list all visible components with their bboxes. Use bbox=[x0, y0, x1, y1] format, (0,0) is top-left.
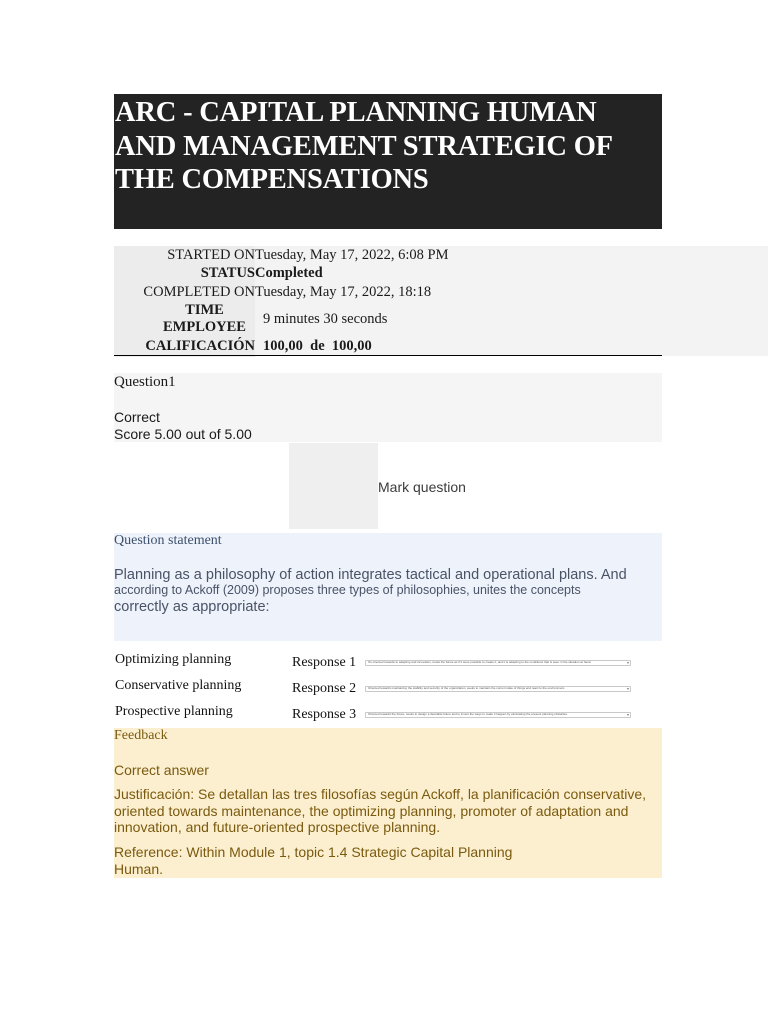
statement-line-2: according to Ackoff (2009) proposes three types of philosophies, unites the concepts bbox=[114, 583, 581, 597]
selected-option: Oriented towards the future, seeks to design a desirable future and to invent the ways to make it happen by eliminating the present planning obstacles. bbox=[368, 712, 568, 716]
summary-row-status bbox=[114, 265, 448, 284]
match-item-label: Conservative planning bbox=[115, 678, 242, 693]
question-score: Score 5.00 out of 5.00 bbox=[114, 426, 252, 442]
grade-label: CALIFICACIÓN bbox=[114, 337, 255, 357]
status-value: Completed bbox=[255, 265, 323, 282]
question-number: Question1 bbox=[114, 374, 176, 390]
selected-option: Oriented towards maintaining the stability and security of the organization, seeks to maintain the current state of things and react to the environment. bbox=[368, 686, 565, 690]
match-row bbox=[114, 652, 662, 676]
page-title: ARC - CAPITAL PLANNING HUMAN AND MANAGEMENT STRATEGIC OF THE COMPENSATIONS bbox=[115, 97, 612, 195]
feedback-justification: Justificación: Se detallan las tres filosofías según Ackoff, la planificación conservative, oriented towards maintenance, the optimizing planning, promoter of adaptation and innovation, and future-oriented prospective planning. bbox=[114, 786, 647, 836]
summary-row-grade bbox=[114, 337, 448, 357]
question-statement bbox=[114, 533, 662, 641]
attempt-summary bbox=[114, 246, 768, 356]
status-label: STATUS bbox=[114, 265, 255, 284]
started-value: Tuesday, May 17, 2022, 6:08 PM bbox=[255, 246, 449, 263]
flag-question-button[interactable] bbox=[289, 443, 378, 529]
summary-row-time bbox=[114, 302, 448, 337]
response-label: Response 3 bbox=[292, 707, 357, 722]
chevron-down-icon: ▾ bbox=[626, 712, 629, 717]
grade-value: 100,00 de 100,00 bbox=[263, 338, 372, 354]
completed-value: Tuesday, May 17, 2022, 18:18 bbox=[255, 283, 432, 300]
chevron-down-icon: ▾ bbox=[626, 686, 629, 691]
completed-label: COMPLETED ON bbox=[114, 283, 255, 302]
started-label: STARTED ON bbox=[114, 246, 255, 265]
chevron-down-icon: ▾ bbox=[626, 660, 629, 665]
summary-row-started bbox=[114, 246, 448, 265]
attempt-summary-table bbox=[114, 246, 448, 357]
match-row bbox=[114, 704, 662, 728]
summary-row-completed bbox=[114, 283, 448, 302]
time-label-text: TIME EMPLOYEE bbox=[163, 302, 246, 335]
response-label: Response 2 bbox=[292, 681, 357, 696]
mark-question-link[interactable]: Mark question bbox=[378, 479, 466, 495]
question-info bbox=[114, 373, 662, 442]
response-2-select[interactable] bbox=[365, 686, 631, 692]
selected-option: It's oriented towards to adapting and innovation, treats the future as if it were possible to create it, and it is adapting to the conditions that is seen in the situation at hand. bbox=[368, 660, 592, 664]
statement-line-1: Planning as a philosophy of action integrates tactical and operational plans. And bbox=[114, 567, 627, 583]
statement-heading: Question statement bbox=[114, 533, 222, 548]
correct-answer-title: Correct answer bbox=[114, 762, 209, 778]
response-1-select[interactable] bbox=[365, 660, 631, 666]
feedback-panel bbox=[114, 728, 662, 878]
match-item-label: Optimizing planning bbox=[115, 652, 232, 667]
quiz-title-block bbox=[114, 94, 662, 229]
statement-text bbox=[114, 567, 654, 616]
question-state: Correct bbox=[114, 409, 160, 425]
time-value: 9 minutes 30 seconds bbox=[263, 310, 388, 327]
summary-divider bbox=[114, 355, 662, 356]
feedback-reference: Reference: Within Module 1, topic 1.4 Strategic Capital Planning Human. bbox=[114, 844, 513, 877]
match-row bbox=[114, 678, 662, 702]
time-label bbox=[114, 302, 255, 337]
statement-line-3: correctly as appropriate: bbox=[114, 599, 270, 615]
match-item-label: Prospective planning bbox=[115, 704, 233, 719]
response-3-select[interactable] bbox=[365, 712, 631, 718]
response-label: Response 1 bbox=[292, 655, 357, 670]
feedback-heading: Feedback bbox=[114, 728, 168, 743]
